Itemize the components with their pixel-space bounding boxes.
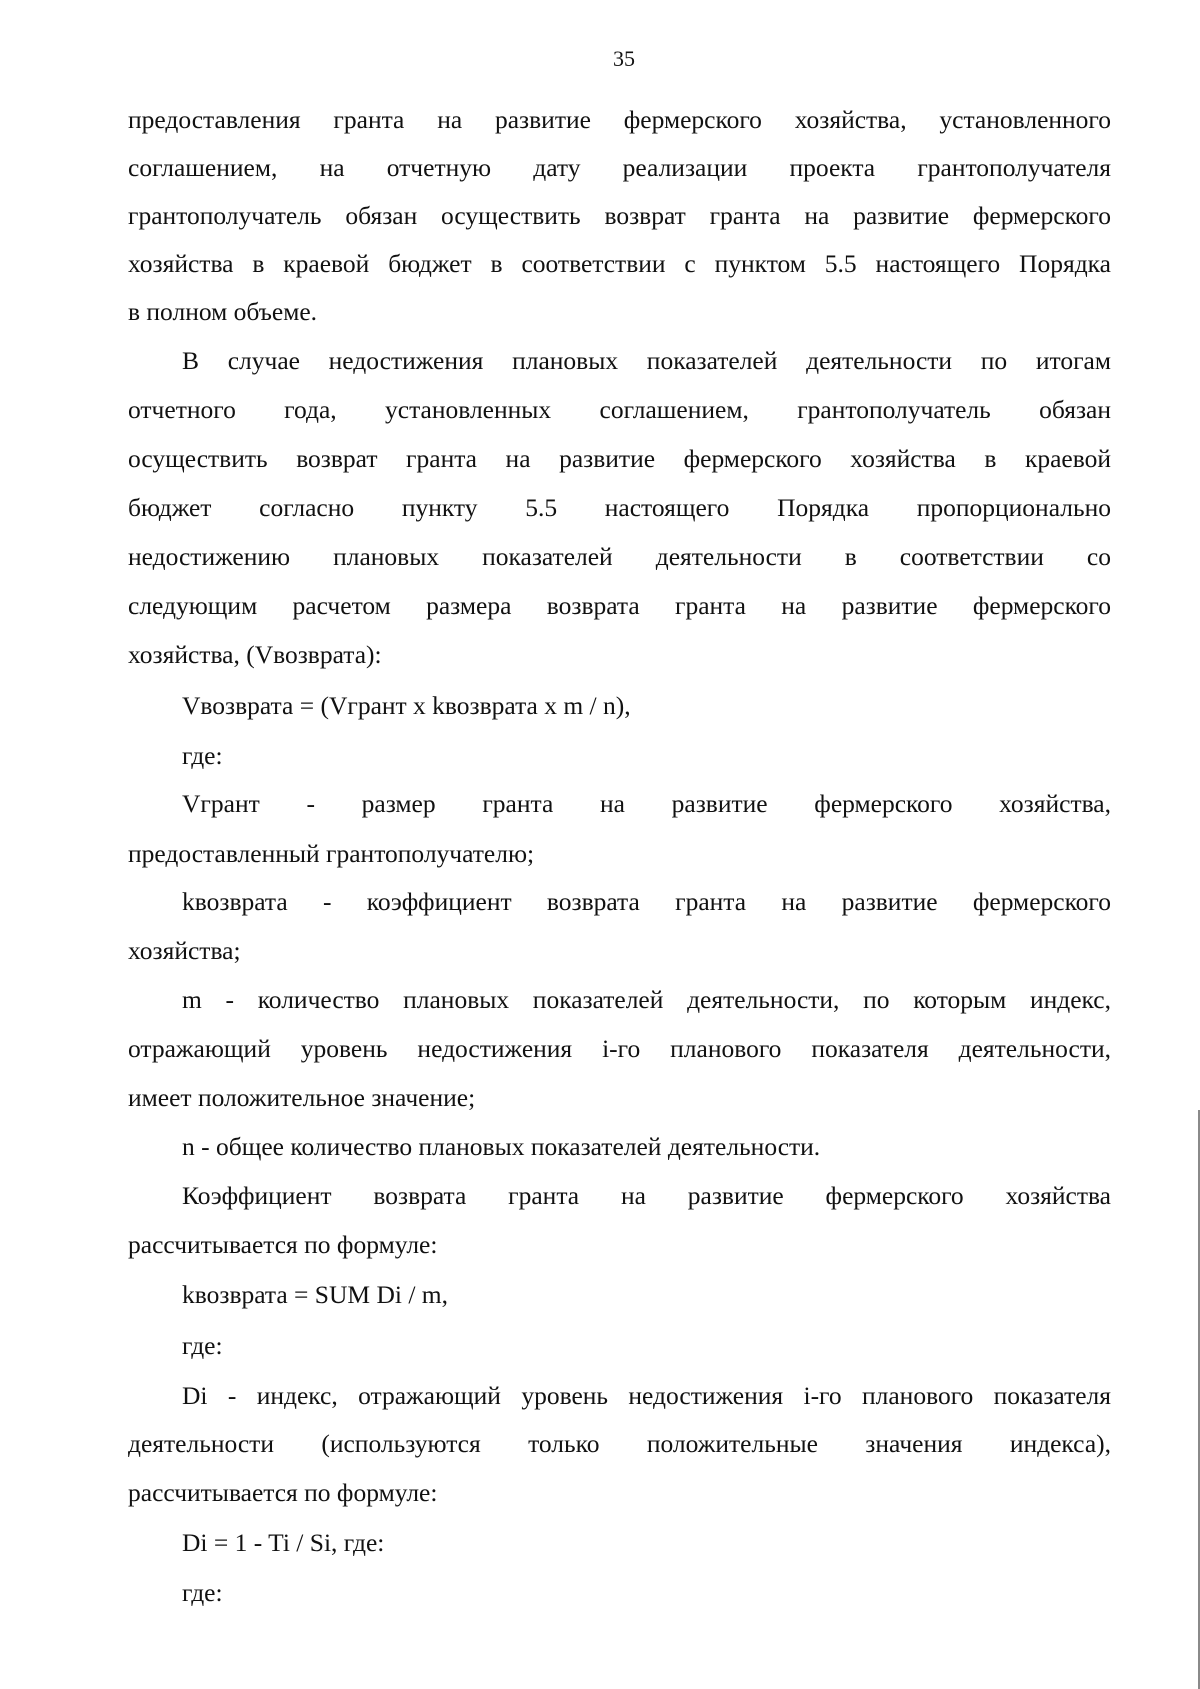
text-line: недостижению плановых показателей деятельности в соответствии со — [128, 542, 1111, 571]
formula-line: Vвозврата = (Vгрант х kвозврата х m / n), — [182, 691, 631, 720]
text-line: Vгрант - размер гранта на развитие фермерского хозяйства, — [182, 789, 1111, 818]
text-line: хозяйства, (Vвозврата): — [128, 640, 382, 669]
text-line: рассчитывается по формуле: — [128, 1230, 438, 1259]
text-line: соглашением, на отчетную дату реализации проекта грантополучателя — [128, 153, 1111, 182]
text-line: отражающий уровень недостижения i-го планового показателя деятельности, — [128, 1034, 1111, 1063]
text-line: грантополучатель обязан осуществить возврат гранта на развитие фермерского — [128, 201, 1111, 230]
text-line: Коэффициент возврата гранта на развитие фермерского хозяйства — [182, 1181, 1111, 1210]
page-number: 35 — [613, 46, 635, 71]
text-line: хозяйства в краевой бюджет в соответствии с пунктом 5.5 настоящего Порядка — [128, 249, 1111, 278]
text-line: отчетного года, установленных соглашением, грантополучатель обязан — [128, 395, 1111, 424]
formula-line: Di = 1 - Ti / Si, где: — [182, 1528, 385, 1557]
text-line: имеет положительное значение; — [128, 1083, 476, 1112]
text-line: предоставленный грантополучателю; — [128, 839, 535, 868]
text-line: рассчитывается по формуле: — [128, 1478, 438, 1507]
text-line: деятельности (используются только положительные значения индекса), — [128, 1429, 1111, 1458]
text-line: где: — [182, 741, 223, 770]
formula-line: kвозврата = SUM Di / m, — [182, 1280, 448, 1309]
text-line: где: — [182, 1578, 223, 1607]
text-line: kвозврата - коэффициент возврата гранта на развитие фермерского — [182, 887, 1111, 916]
text-line: бюджет согласно пункту 5.5 настоящего Порядка пропорционально — [128, 493, 1111, 522]
text-line: n - общее количество плановых показателей деятельности. — [182, 1132, 821, 1161]
text-line: Di - индекс, отражающий уровень недостижения i-го планового показателя — [182, 1381, 1111, 1410]
text-line: предоставления гранта на развитие фермерского хозяйства, установленного — [128, 105, 1111, 134]
text-line: хозяйства; — [128, 936, 241, 965]
text-line: в полном объеме. — [128, 297, 318, 326]
text-line: следующим расчетом размера возврата гранта на развитие фермерского — [128, 591, 1111, 620]
text-line: где: — [182, 1331, 223, 1360]
text-line: В случае недостижения плановых показателей деятельности по итогам — [182, 346, 1111, 375]
text-line: осуществить возврат гранта на развитие фермерского хозяйства в краевой — [128, 444, 1111, 473]
text-line: m - количество плановых показателей деятельности, по которым индекс, — [182, 985, 1111, 1014]
